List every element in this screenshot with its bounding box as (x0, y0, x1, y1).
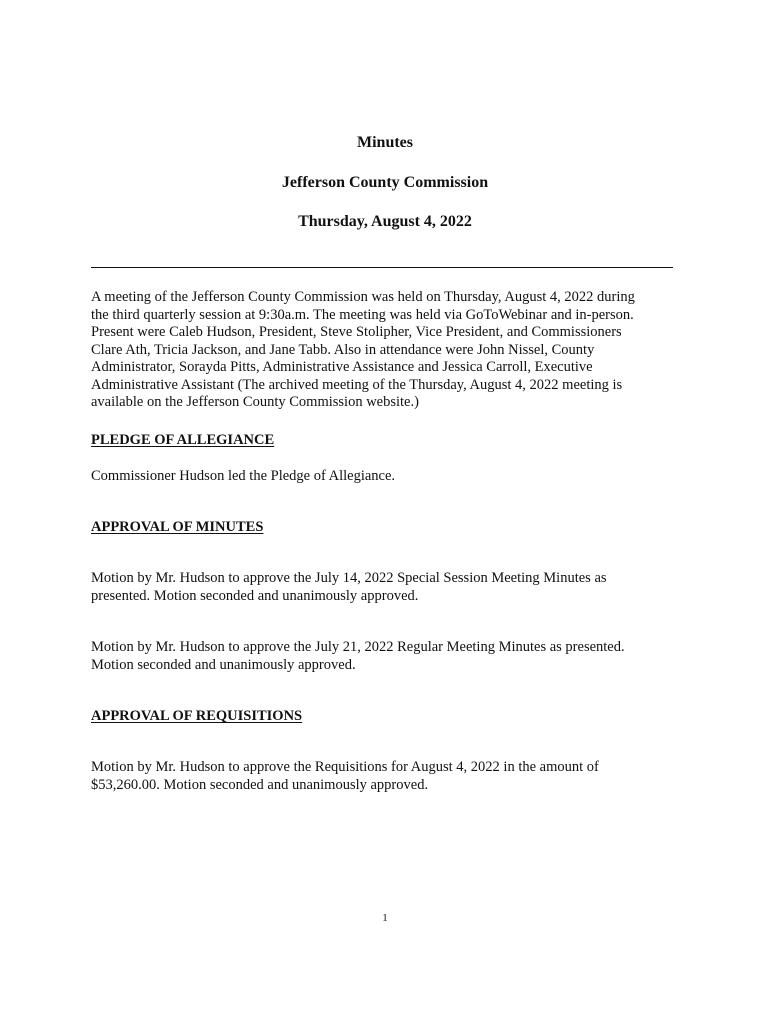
pledge-text: Commissioner Hudson led the Pledge of Allegiance. (91, 468, 396, 484)
document-title: Minutes (357, 134, 413, 151)
motion-line: presented. Motion seconded and unanimously approved. (91, 587, 419, 604)
motion-line: Motion seconded and unanimously approved. (91, 656, 356, 673)
minutes-motion-1 (91, 570, 681, 605)
motion-line: Motion by Mr. Hudson to approve the Requisitions for August 4, 2022 in the amount of (91, 759, 599, 775)
motion-line: Motion by Mr. Hudson to approve the July 21, 2022 Regular Meeting Minutes as presented. (91, 639, 625, 655)
intro-line: Administrative Assistant (The archived meeting of the Thursday, August 4, 2022 meeting is (91, 376, 623, 393)
header-divider (91, 267, 673, 268)
intro-line: available on the Jefferson County Commission website.) (91, 394, 419, 410)
pledge-heading: PLEDGE OF ALLEGIANCE (91, 432, 275, 448)
motion-line: Motion by Mr. Hudson to approve the July 14, 2022 Special Session Meeting Minutes as (91, 570, 607, 586)
minutes-heading: APPROVAL OF MINUTES (91, 519, 264, 535)
minutes-motion-2 (91, 639, 681, 674)
intro-line: Administrator, Sorayda Pitts, Administrative Assistance and Jessica Carroll, Executive (91, 359, 593, 375)
meeting-date: Thursday, August 4, 2022 (298, 213, 472, 230)
page-number: 1 (382, 912, 388, 924)
motion-line: $53,260.00. Motion seconded and unanimously approved. (91, 776, 429, 793)
intro-paragraph (91, 289, 681, 412)
intro-line: the third quarterly session at 9:30a.m. The meeting was held via GoToWebinar and in-person. (91, 306, 634, 323)
requisitions-heading: APPROVAL OF REQUISITIONS (91, 708, 303, 724)
intro-line: A meeting of the Jefferson County Commission was held on Thursday, August 4, 2022 during (91, 289, 635, 305)
requisitions-motion (91, 759, 681, 794)
intro-line: Present were Caleb Hudson, President, Steve Stolipher, Vice President, and Commissioners (91, 324, 622, 340)
intro-line: Clare Ath, Tricia Jackson, and Jane Tabb. Also in attendance were John Nissel, County (91, 341, 595, 358)
organization-name: Jefferson County Commission (281, 174, 489, 191)
